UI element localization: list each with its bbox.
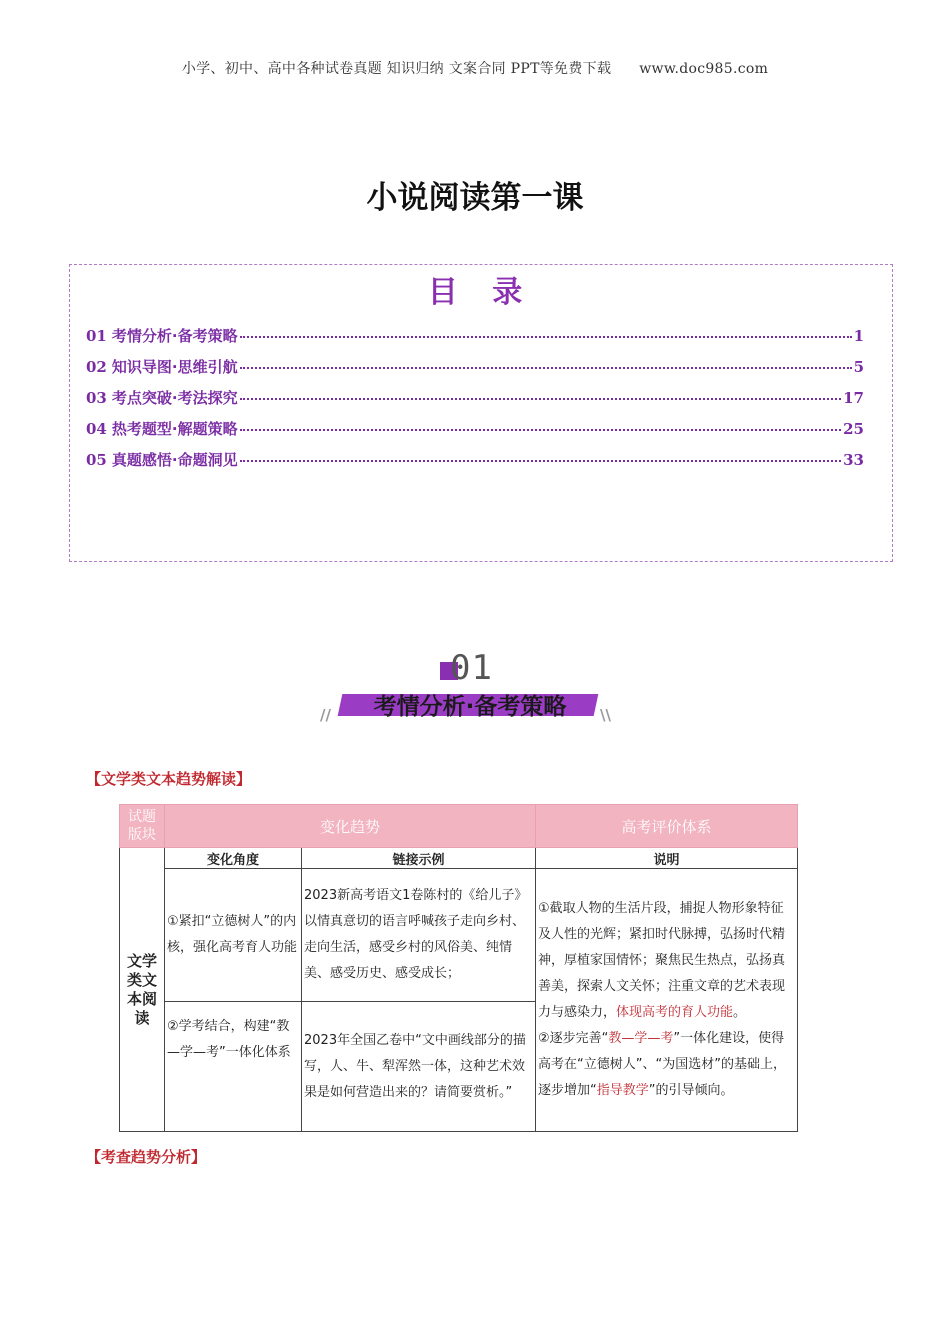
toc-item[interactable]: [86, 356, 864, 387]
explain-p2-highlight2: 指导教学: [596, 1083, 649, 1098]
literary-trend-label: 【文学类文本趋势解读】: [86, 770, 252, 788]
explain-p1: ①截取人物的生活片段，捕捉人物形象特征及人性的光辉；紧扣时代脉搏，弘扬时代精神，厚植家国情怀；聚焦民生热点，弘扬真善美，探索人文关怀；注重文章的艺术表现力与感染力，: [538, 901, 786, 1020]
toc-item-page: 33: [843, 451, 864, 469]
toc-item-label: 真题感悟·命题洞见: [111, 451, 238, 469]
explain-p1-end: 。: [733, 1005, 747, 1020]
subheader-explain: 说明: [536, 848, 798, 869]
toc-item-num: 03: [86, 389, 107, 407]
toc-leader-dots: [240, 398, 842, 400]
section-deco-left: //: [320, 706, 331, 724]
explain-p2-highlight1: 教—学—考: [608, 1031, 674, 1046]
table-of-contents: [69, 264, 893, 562]
header-block: 试题版块: [120, 805, 165, 848]
toc-item[interactable]: [86, 387, 864, 418]
table-header-row: [120, 805, 798, 848]
toc-item[interactable]: [86, 325, 864, 356]
explain-cell: [536, 869, 798, 1132]
subheader-angle: 变化角度: [165, 848, 302, 869]
header-text: 小学、初中、高中各种试卷真题 知识归纳 文案合同 PPT等免费下载: [181, 61, 612, 77]
toc-item-label: 考点突破·考法探究: [111, 389, 238, 407]
toc-list: [86, 325, 864, 480]
toc-item-num: 02: [86, 358, 107, 376]
section-deco-right: \\: [600, 706, 611, 724]
toc-leader-dots: [240, 460, 842, 462]
row-example: 2023年全国乙卷中“文中画线部分的描写，人、牛、犁浑然一体，这种艺术效果是如何营造出来的？请简要赏析。”: [302, 1002, 536, 1132]
toc-item-num: 05: [86, 451, 107, 469]
toc-item[interactable]: [86, 449, 864, 480]
section-badge: [320, 650, 620, 730]
header-trend: 变化趋势: [165, 805, 536, 848]
row-angle: ②学考结合，构建“教—学—考”一体化体系: [165, 1002, 302, 1132]
toc-leader-dots: [240, 367, 852, 369]
toc-item-num: 04: [86, 420, 107, 438]
table-subheader-row: [120, 848, 798, 869]
exam-trend-label: 【考查趋势分析】: [86, 1148, 207, 1166]
toc-item-page: 17: [843, 389, 864, 407]
section-title: 考情分析·备考策略: [373, 694, 567, 720]
toc-item-page: 25: [843, 420, 864, 438]
toc-item[interactable]: [86, 418, 864, 449]
page-title: 小说阅读第一课: [366, 180, 584, 216]
table-row: [120, 869, 798, 1002]
subheader-example: 链接示例: [302, 848, 536, 869]
explain-p2b: ”一体化建设，使得高考在“立德树人”、“为国选材”的基础上，逐步增加“: [538, 1031, 786, 1098]
explain-p2a: ②逐步完善“: [538, 1031, 609, 1046]
toc-heading: 目 录: [427, 275, 535, 310]
explain-p1-highlight: 体现高考的育人功能: [616, 1005, 734, 1020]
section-number: 01: [450, 648, 493, 688]
category-cell: 文学类文本阅读: [120, 848, 165, 1132]
toc-item-label: 热考题型·解题策略: [111, 420, 238, 438]
header-eval: 高考评价体系: [536, 805, 798, 848]
toc-item-label: 知识导图·思维引航: [111, 358, 238, 376]
row-angle: ①紧扣“立德树人”的内核，强化高考育人功能: [165, 869, 302, 1002]
toc-leader-dots: [240, 336, 852, 338]
trend-table: [119, 804, 798, 1132]
toc-leader-dots: [240, 429, 842, 431]
toc-item-num: 01: [86, 327, 107, 345]
header-url[interactable]: www.doc985.com: [639, 61, 769, 77]
page-header: [0, 58, 950, 78]
row-example: 2023新高考语文1卷陈村的《给儿子》以情真意切的语言呼喊孩子走向乡村、走向生活，感受乡村的风俗美、纯情美、感受历史、感受成长；: [302, 869, 536, 1002]
explain-p2c: ”的引导倾向。: [648, 1083, 734, 1098]
toc-item-page: 1: [853, 327, 864, 345]
toc-item-page: 5: [853, 358, 864, 376]
toc-item-label: 考情分析·备考策略: [111, 327, 238, 345]
